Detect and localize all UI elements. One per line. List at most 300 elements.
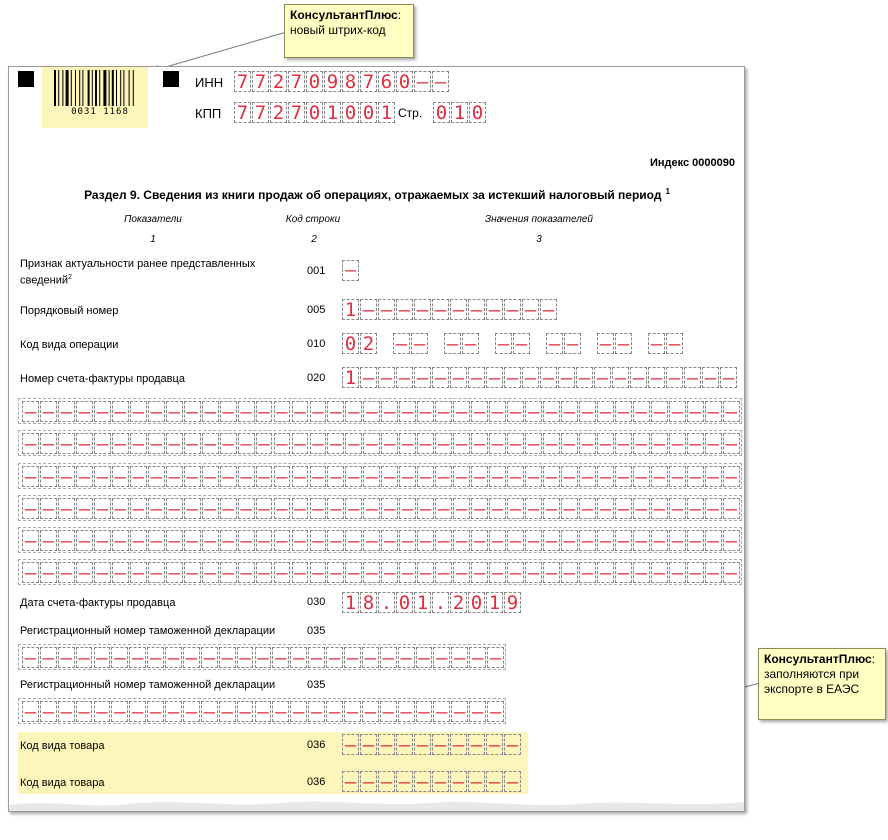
op-group: [597, 333, 633, 354]
cell: 2: [270, 71, 287, 92]
cell: 1: [414, 592, 431, 613]
barcode-bar: [116, 70, 117, 106]
barcode-image: [54, 70, 146, 108]
torn-edge: [9, 797, 744, 811]
cell: –: [381, 433, 398, 454]
customs2-label: Регистрационный номер таможенной декларации: [20, 679, 276, 691]
customs1-label: Регистрационный номер таможенной декларации: [20, 625, 276, 637]
cell: –: [345, 433, 362, 454]
cell: –: [255, 701, 272, 722]
goods2-code: 036: [307, 776, 326, 788]
cell: –: [147, 701, 164, 722]
cell: –: [468, 367, 485, 388]
cell: –: [417, 466, 434, 487]
cell: –: [274, 562, 291, 583]
cell: –: [687, 498, 704, 519]
goods1-label: Код вида товара: [20, 740, 105, 752]
cell: –: [76, 562, 93, 583]
kpp-label: КПП: [195, 106, 222, 121]
cell: –: [507, 498, 524, 519]
cell: –: [669, 530, 686, 551]
cell: –: [378, 299, 395, 320]
cell: –: [471, 466, 488, 487]
section-footnote: 1: [665, 187, 670, 196]
cell: –: [525, 466, 542, 487]
barcode-note-title: КонсультантПлюс: [290, 8, 398, 22]
cell: –: [94, 401, 111, 422]
cell: –: [687, 466, 704, 487]
actuality-code: 001: [307, 265, 326, 277]
cell: –: [94, 433, 111, 454]
date-label: Дата счета-фактуры продавца: [20, 597, 176, 609]
cell: –: [471, 433, 488, 454]
cell: –: [435, 562, 452, 583]
cell: –: [238, 498, 255, 519]
cell: –: [504, 734, 521, 755]
cell: –: [633, 562, 650, 583]
cell: –: [450, 734, 467, 755]
cell: –: [651, 401, 668, 422]
cell: –: [344, 647, 361, 668]
goods1-code: 036: [307, 739, 326, 751]
cell: –: [543, 433, 560, 454]
cell: –: [327, 401, 344, 422]
barcode-number: 0031 1168: [71, 107, 129, 117]
cell: –: [489, 401, 506, 422]
cell: –: [58, 498, 75, 519]
cell: –: [597, 562, 614, 583]
cell: –: [687, 530, 704, 551]
cell: –: [723, 466, 740, 487]
cell: –: [220, 433, 237, 454]
cell: –: [342, 734, 359, 755]
cell: –: [432, 771, 449, 792]
cell: –: [183, 701, 200, 722]
cell: –: [292, 530, 309, 551]
cell: –: [255, 647, 272, 668]
col-header-indicators: Показатели: [124, 214, 182, 225]
cell: –: [274, 498, 291, 519]
cell: –: [165, 647, 182, 668]
cell: 7: [234, 71, 251, 92]
cell: –: [310, 530, 327, 551]
cell: –: [687, 401, 704, 422]
cell: –: [363, 466, 380, 487]
kpp-cells[interactable]: [234, 102, 396, 123]
cell: –: [543, 530, 560, 551]
cell: –: [22, 498, 39, 519]
cell: –: [543, 401, 560, 422]
cell: –: [561, 433, 578, 454]
cell: –: [238, 433, 255, 454]
seq-label: Порядковый номер: [20, 305, 119, 317]
cell: –: [579, 530, 596, 551]
cell: –: [345, 466, 362, 487]
cell: –: [651, 466, 668, 487]
cell: 0: [468, 592, 485, 613]
cell: –: [256, 562, 273, 583]
cell: –: [435, 530, 452, 551]
cell: 0: [360, 102, 377, 123]
cell: –: [327, 498, 344, 519]
cell: –: [238, 401, 255, 422]
cell: –: [360, 367, 377, 388]
cell: –: [148, 530, 165, 551]
cell: –: [417, 562, 434, 583]
cell: –: [471, 401, 488, 422]
col-num-3: 3: [536, 234, 542, 245]
cell: –: [720, 367, 737, 388]
cell: –: [148, 466, 165, 487]
cell: –: [399, 498, 416, 519]
col-header-code: Код строки: [285, 214, 341, 225]
cell: –: [310, 401, 327, 422]
op-code: 010: [307, 338, 326, 350]
cell: –: [651, 498, 668, 519]
cell: 2: [360, 333, 377, 354]
cell: –: [327, 562, 344, 583]
barcode-bar: [120, 70, 121, 106]
cell: –: [468, 771, 485, 792]
cell: –: [362, 701, 379, 722]
barcode-bar: [54, 70, 56, 106]
cell: –: [504, 367, 521, 388]
cell: –: [184, 433, 201, 454]
seq-cells[interactable]: [342, 299, 558, 320]
cell: –: [111, 701, 128, 722]
cell: 1: [342, 299, 359, 320]
invoice-cells[interactable]: [342, 367, 738, 388]
cell: –: [220, 401, 237, 422]
cell: 1: [342, 592, 359, 613]
cell: –: [504, 771, 521, 792]
op-group: [393, 333, 429, 354]
cell: –: [94, 562, 111, 583]
invoice-continuation-row[interactable]: [18, 430, 742, 456]
op-cells[interactable]: [342, 333, 699, 354]
cell: –: [272, 701, 289, 722]
cell: –: [363, 562, 380, 583]
op-group: [648, 333, 684, 354]
cell: –: [507, 401, 524, 422]
cell: –: [184, 466, 201, 487]
invoice-code: 020: [307, 372, 326, 384]
cell: –: [166, 466, 183, 487]
inn-cells[interactable]: [234, 71, 450, 92]
invoice-continuation-row[interactable]: [18, 463, 742, 489]
col-num-2: 2: [311, 234, 317, 245]
cell: –: [615, 562, 632, 583]
cell: 7: [234, 102, 251, 123]
cell: –: [166, 562, 183, 583]
cell: –: [489, 498, 506, 519]
form-page: [8, 66, 745, 812]
cell: –: [345, 562, 362, 583]
cell: –: [486, 771, 503, 792]
cell: –: [687, 433, 704, 454]
cell: –: [396, 299, 413, 320]
cell: –: [432, 367, 449, 388]
op-group: [546, 333, 582, 354]
cell: –: [202, 498, 219, 519]
cell: –: [274, 433, 291, 454]
cell: –: [612, 367, 629, 388]
cell: –: [468, 299, 485, 320]
cell: –: [378, 734, 395, 755]
cell: –: [290, 647, 307, 668]
cell: 7: [288, 102, 305, 123]
form-index: Индекс 0000090: [649, 157, 735, 169]
cell: –: [561, 401, 578, 422]
cell: –: [633, 466, 650, 487]
cell: –: [202, 401, 219, 422]
cell: –: [543, 562, 560, 583]
cell: –: [579, 562, 596, 583]
cell: –: [416, 647, 433, 668]
cell: 8: [360, 592, 377, 613]
cell: –: [310, 498, 327, 519]
cell: –: [345, 530, 362, 551]
cell: –: [396, 734, 413, 755]
cell: –: [381, 401, 398, 422]
cell: –: [396, 771, 413, 792]
cell: –: [525, 498, 542, 519]
cell: –: [22, 466, 39, 487]
cell: –: [525, 530, 542, 551]
cell: –: [399, 401, 416, 422]
cell: 0: [396, 592, 413, 613]
cell: –: [165, 701, 182, 722]
cell: –: [76, 401, 93, 422]
cell: –: [308, 701, 325, 722]
invoice-continuation-row[interactable]: [18, 527, 742, 553]
cell: –: [486, 734, 503, 755]
cell: –: [58, 647, 75, 668]
barcode-bar: [129, 70, 130, 106]
actuality-cells[interactable]: [342, 260, 360, 281]
cell: –: [705, 562, 722, 583]
cell: .: [432, 592, 449, 613]
cell: –: [58, 562, 75, 583]
cell: –: [414, 771, 431, 792]
barcode-bar: [133, 70, 134, 106]
cell: –: [130, 433, 147, 454]
cell: –: [471, 530, 488, 551]
cell: –: [450, 367, 467, 388]
cell: –: [417, 498, 434, 519]
cell: –: [130, 530, 147, 551]
cell: –: [543, 498, 560, 519]
cell: –: [525, 562, 542, 583]
cell: –: [504, 299, 521, 320]
cell: –: [22, 433, 39, 454]
cell: –: [398, 647, 415, 668]
cell: –: [129, 701, 146, 722]
date-cells[interactable]: [342, 592, 522, 613]
cell: –: [112, 466, 129, 487]
cell: –: [256, 433, 273, 454]
cell: –: [58, 530, 75, 551]
invoice-continuation-row[interactable]: [18, 398, 742, 424]
cell: –: [433, 647, 450, 668]
cell: –: [22, 562, 39, 583]
cell: –: [669, 562, 686, 583]
cell: –: [219, 701, 236, 722]
barcode-bar: [88, 70, 90, 106]
cell: –: [633, 498, 650, 519]
cell: –: [58, 401, 75, 422]
cell: –: [393, 333, 410, 354]
cell: –: [381, 530, 398, 551]
cell: –: [396, 367, 413, 388]
cell: –: [411, 333, 428, 354]
cell: –: [579, 466, 596, 487]
cell: –: [561, 530, 578, 551]
cell: 2: [270, 102, 287, 123]
cell: –: [220, 530, 237, 551]
cell: –: [148, 498, 165, 519]
cell: –: [40, 530, 57, 551]
goods2-label: Код вида товара: [20, 777, 105, 789]
barcode-bar: [62, 70, 63, 106]
cell: –: [453, 401, 470, 422]
goods2-cells[interactable]: [342, 771, 522, 792]
cell: –: [561, 498, 578, 519]
cell: –: [272, 647, 289, 668]
cell: –: [489, 562, 506, 583]
cell: 1: [324, 102, 341, 123]
cell: –: [345, 401, 362, 422]
cell: –: [705, 466, 722, 487]
cell: 0: [342, 102, 359, 123]
cell: –: [292, 401, 309, 422]
cell: –: [416, 701, 433, 722]
customs2-cells[interactable]: [18, 698, 506, 724]
cell: –: [148, 562, 165, 583]
cell: –: [94, 498, 111, 519]
cell: –: [220, 562, 237, 583]
cell: –: [202, 562, 219, 583]
op-label: Код вида операции: [20, 339, 119, 351]
cell: –: [561, 562, 578, 583]
cell: 0: [433, 102, 450, 123]
invoice-continuation-row[interactable]: [18, 495, 742, 521]
cell: –: [669, 498, 686, 519]
cell: –: [130, 466, 147, 487]
cell: –: [705, 498, 722, 519]
corner-marker-right: [163, 71, 179, 87]
cell: –: [543, 466, 560, 487]
cell: –: [417, 530, 434, 551]
cell: –: [360, 299, 377, 320]
cell: –: [453, 562, 470, 583]
cell: –: [489, 466, 506, 487]
barcode-note-text: новый штрих-код: [290, 23, 386, 37]
cell: –: [469, 647, 486, 668]
cell: –: [112, 498, 129, 519]
invoice-continuation-row[interactable]: [18, 559, 742, 585]
op-group: [495, 333, 531, 354]
cell: –: [633, 401, 650, 422]
cell: –: [597, 530, 614, 551]
eaes-note-text: заполняются при экспорте в ЕАЭС: [764, 667, 860, 696]
cell: –: [22, 530, 39, 551]
cell: –: [435, 401, 452, 422]
cell: –: [326, 701, 343, 722]
cell: –: [327, 433, 344, 454]
cell: –: [468, 734, 485, 755]
cell: –: [615, 401, 632, 422]
cell: –: [292, 498, 309, 519]
cell: –: [579, 498, 596, 519]
cell: –: [310, 433, 327, 454]
cell: –: [381, 562, 398, 583]
cell: –: [148, 433, 165, 454]
customs1-code: 035: [307, 625, 326, 637]
cell: –: [451, 647, 468, 668]
cell: 7: [252, 71, 269, 92]
cell: –: [130, 562, 147, 583]
cell: –: [576, 367, 593, 388]
cell: –: [183, 647, 200, 668]
cell: –: [597, 498, 614, 519]
cell: –: [489, 530, 506, 551]
cell: –: [471, 562, 488, 583]
cell: 7: [252, 102, 269, 123]
cell: –: [363, 498, 380, 519]
cell: –: [112, 530, 129, 551]
goods1-cells[interactable]: [342, 734, 522, 755]
cell: –: [40, 433, 57, 454]
page-cells[interactable]: [433, 102, 487, 123]
cell: –: [166, 530, 183, 551]
cell: –: [489, 433, 506, 454]
cell: –: [615, 333, 632, 354]
cell: –: [469, 701, 486, 722]
cell: 7: [288, 71, 305, 92]
cell: –: [432, 71, 449, 92]
date-code: 030: [307, 596, 326, 608]
cell: –: [58, 701, 75, 722]
cell: –: [669, 466, 686, 487]
cell: –: [345, 498, 362, 519]
cell: –: [648, 333, 665, 354]
cell: –: [76, 466, 93, 487]
customs1-cells[interactable]: [18, 644, 506, 670]
cell: –: [546, 333, 563, 354]
cell: –: [417, 401, 434, 422]
barcode-bar: [82, 70, 83, 106]
cell: –: [326, 647, 343, 668]
cell: –: [166, 401, 183, 422]
op-group: [342, 333, 378, 354]
cell: 8: [342, 71, 359, 92]
cell: –: [76, 433, 93, 454]
cell: –: [507, 530, 524, 551]
cell: –: [615, 498, 632, 519]
customs2-code: 035: [307, 679, 326, 691]
cell: –: [166, 498, 183, 519]
barcode-bar: [109, 70, 110, 106]
cell: 2: [450, 592, 467, 613]
cell: 1: [486, 592, 503, 613]
cell: –: [651, 530, 668, 551]
col-header-values: Значения показателей: [484, 214, 593, 225]
cell: –: [597, 333, 614, 354]
cell: –: [40, 466, 57, 487]
cell: –: [723, 562, 740, 583]
cell: 1: [451, 102, 468, 123]
